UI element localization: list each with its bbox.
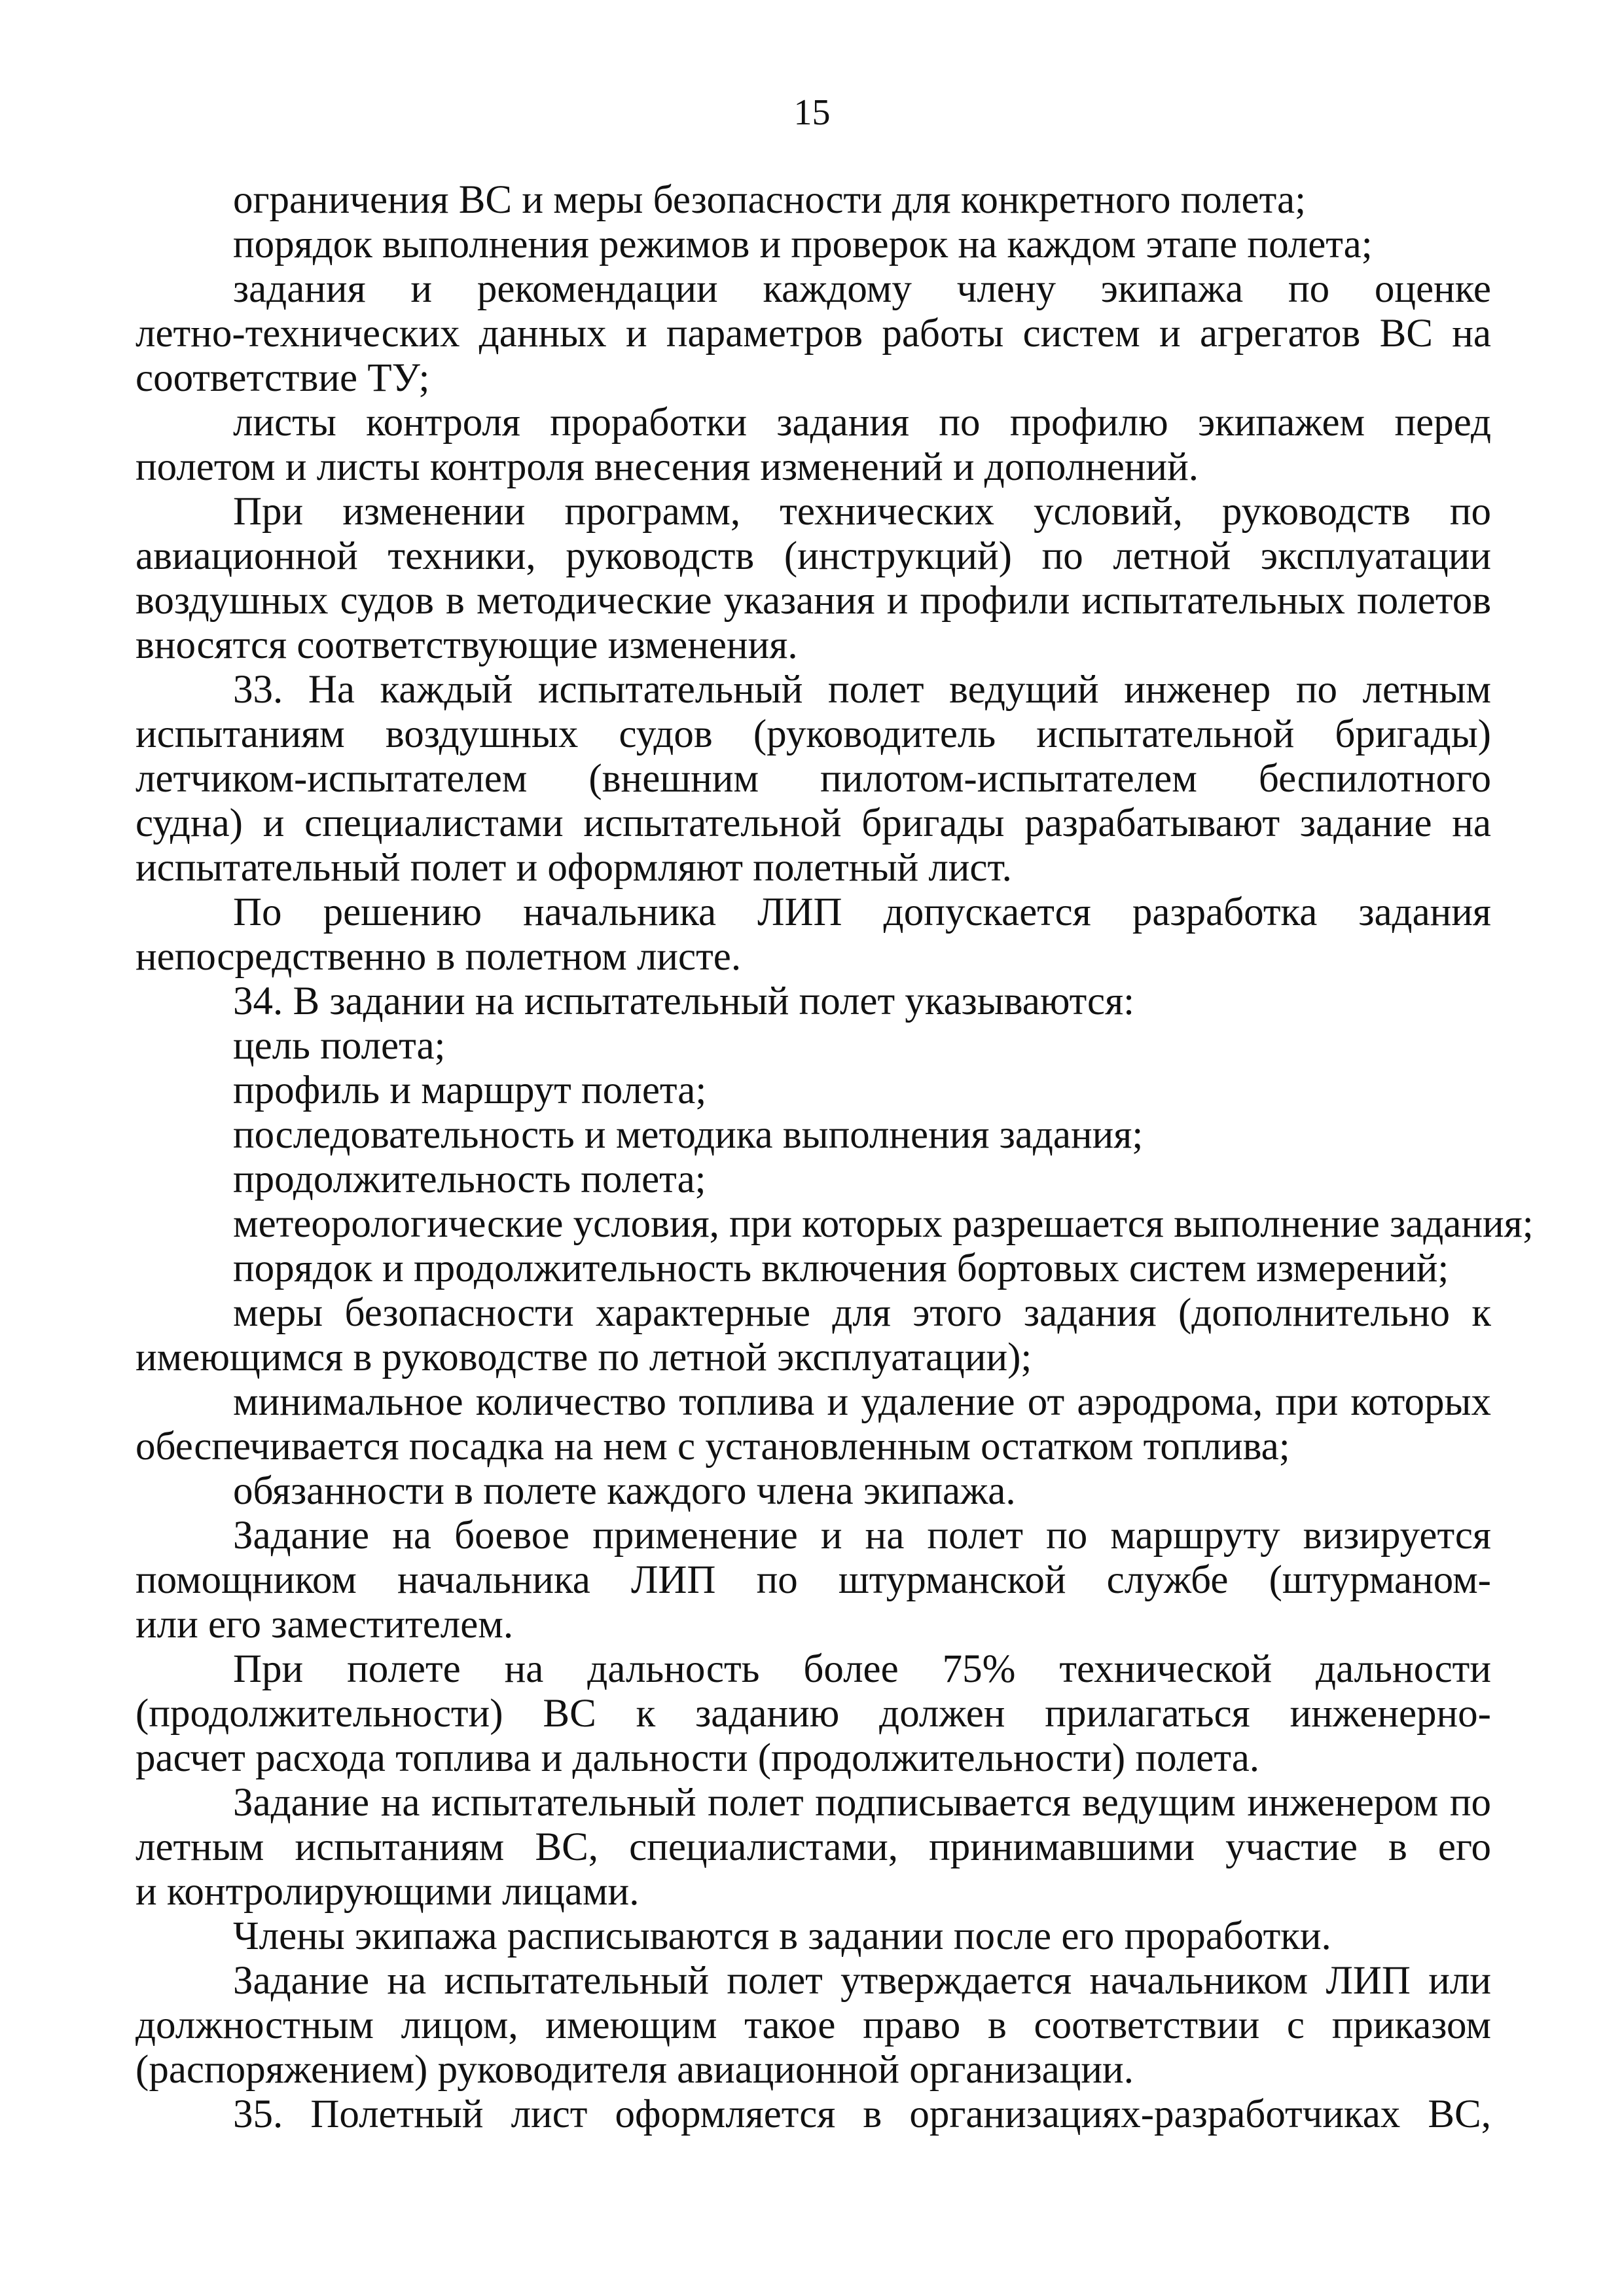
text-line: помощником начальника ЛИП по штурманской службе (штурманом- [135,1558,1491,1602]
text-line: полетом и листы контроля внесения изменений и дополнений. [135,445,1199,489]
paragraph [135,1202,1534,1247]
text-line: По решению начальника ЛИП допускается разработка задания [233,890,1491,934]
text-line: Задание на испытательный полет утверждается начальником ЛИП или [233,1959,1491,2003]
text-line: вносятся соответствующие изменения. [135,623,798,667]
paragraph [135,1959,1491,2092]
text-line: непосредственно в полетном листе. [135,935,742,979]
document-body [135,178,1534,2137]
text-line: задания и рекомендации каждому члену экипажа по оценке [233,267,1491,311]
paragraph [135,1514,1491,1647]
text-line: метеорологические условия, при которых разрешается выполнение задания; [233,1202,1534,1246]
text-line: и контролирующими лицами. [135,1870,640,1914]
text-line: порядок и продолжительность включения бортовых систем измерений; [233,1247,1449,1290]
text-line: летно-технических данных и параметров работы систем и агрегатов ВС на [135,312,1491,355]
text-line: Задание на испытательный полет подписывается ведущим инженером по [233,1781,1491,1825]
paragraph [135,1781,1491,1914]
text-line: летчиком-испытателем (внешним пилотом-испытателем беспилотного [135,757,1491,801]
text-line: (продолжительности) ВС к заданию должен прилагаться инженерно- [135,1692,1491,1736]
paragraph [135,668,1491,890]
text-line: продолжительность полета; [233,1157,706,1201]
text-line: расчет расхода топлива и дальности (продолжительности) полета. [135,1736,1260,1780]
paragraph [135,890,1491,979]
text-line: испытаниям воздушных судов (руководитель испытательной бригады) [135,712,1491,756]
text-line: или его заместителем. [135,1603,514,1647]
paragraph [135,490,1491,668]
paragraph [135,223,1491,267]
paragraph [135,2092,1491,2137]
paragraph [135,1647,1491,1781]
paragraph [135,979,1491,1024]
text-line: минимальное количество топлива и удаление от аэродрома, при которых [233,1380,1491,1424]
text-line: меры безопасности характерные для этого задания (дополнительно к [233,1291,1491,1335]
paragraph [135,1469,1491,1514]
paragraph [135,1291,1491,1380]
paragraph [135,1247,1491,1291]
text-line: 34. В задании на испытательный полет указываются: [233,979,1135,1023]
paragraph [135,178,1491,223]
paragraph [135,1024,1491,1068]
text-line: профиль и маршрут полета; [233,1068,707,1112]
text-line: должностным лицом, имеющим такое право в соответствии с приказом [135,2003,1491,2047]
paragraph [135,1380,1491,1469]
text-line: испытательный полет и оформляют полетный лист. [135,846,1012,890]
text-line: Члены экипажа расписываются в задании после его проработки. [233,1914,1331,1958]
text-line: 33. На каждый испытательный полет ведущий инженер по летным [233,668,1491,712]
paragraph [135,401,1491,490]
text-line: последовательность и методика выполнения задания; [233,1113,1144,1157]
paragraph [135,1914,1491,1959]
paragraph [135,1157,1491,1202]
text-line: имеющимся в руководстве по летной эксплуатации); [135,1336,1032,1379]
text-line: обязанности в полете каждого члена экипажа. [233,1469,1016,1513]
text-line: При изменении программ, технических условий, руководств по [233,490,1491,534]
text-line: авиационной техники, руководств (инструкций) по летной эксплуатации [135,534,1491,578]
text-line: листы контроля проработки задания по профилю экипажем перед [233,401,1491,445]
text-line: При полете на дальность более 75% технической дальности [233,1647,1491,1691]
text-line: ограничения ВС и меры безопасности для конкретного полета; [233,178,1307,222]
paragraph [135,1068,1491,1113]
text-line: (распоряжением) руководителя авиационной организации. [135,2048,1134,2092]
text-line: 35. Полетный лист оформляется в организациях-разработчиках ВС, [233,2092,1491,2136]
text-line: порядок выполнения режимов и проверок на каждом этапе полета; [233,223,1373,266]
text-line: судна) и специалистами испытательной бригады разрабатывают задание на [135,801,1491,845]
paragraph [135,1113,1491,1157]
paragraph [135,267,1491,401]
text-line: цель полета; [233,1024,446,1068]
text-line: воздушных судов в методические указания и профили испытательных полетов [135,579,1491,623]
text-line: летным испытаниям ВС, специалистами, принимавшими участие в его [135,1825,1491,1869]
text-line: обеспечивается посадка на нем с установленным остатком топлива; [135,1425,1290,1468]
page-number: 15 [793,92,831,133]
text-line: соответствие ТУ; [135,356,430,400]
text-line: Задание на боевое применение и на полет по маршруту визируется [233,1514,1491,1558]
